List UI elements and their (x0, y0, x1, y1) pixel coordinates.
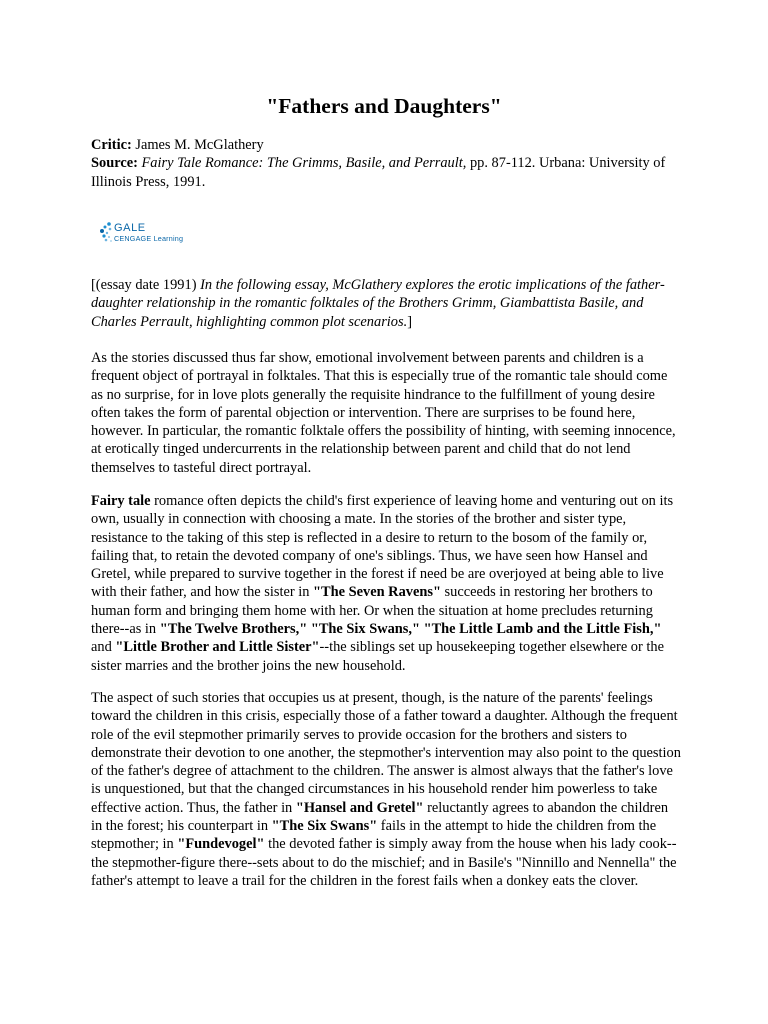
p3-title-hansel-gretel: "Hansel and Gretel" (295, 799, 424, 816)
p3-title-fundevogel: "Fundevogel" (177, 836, 265, 853)
p2-text: romance often depicts the child's first experience of leaving home and venturing out on its own, usually in connection with choosing a mate. In the stories of the brother and sister type, resistance to the taking of this step is reflected in a desire to return to the bosom of the family or, failing that, to retain the devoted company of one's siblings. Thus, we have seen how Hansel and Gretel, while prepared to survive together in the forest if need be are overjoyed at being able to live with their father, and how the sister in (91, 493, 674, 601)
p2-text: succeeds in restoring her brothers to human form and bringing them home with her. Or when the situation at home precludes returning there--as in (91, 584, 653, 638)
logo-cengage-word: CENGAGE (114, 234, 152, 243)
paragraph-3 (91, 689, 681, 890)
source-details: pp. 87-112. Urbana: University of Illinois Press, 1991. (91, 155, 666, 190)
logo-learning-word: Learning (153, 234, 184, 243)
logo-gale-text: GALE (114, 222, 146, 234)
p2-title-six-swans: "The Six Swans," (310, 621, 420, 638)
p2-bold-start: Fairy tale (91, 493, 151, 509)
gale-cengage-logo (98, 218, 228, 250)
intro-summary: In the following essay, McGlathery explores the erotic implications of the father-daughter relationship in the romantic folktales of the Brothers Grimm, Giambattista Basile, and Charles Perrault, highlighting common plot scenarios. (91, 277, 665, 330)
page-title: "Fathers and Daughters" (266, 94, 502, 118)
p3-text: The aspect of such stories that occupies us at present, though, is the nature of the parents' feelings toward the children in this crisis, especially those of a father toward a daughter. Although the frequent role of the evil stepmother primarily serves to provide occasion for the brothers and sisters to demonstrate their devotion to one another, the stepmother's intervention may also point to the question of the father's degree of attachment to the children. The answer is almost always that the father's love is unquestioned, but that the changed circumstances in his household render him powerless to take effective action. Thus, the father in (91, 690, 681, 816)
gale-dots-icon (98, 220, 114, 248)
essay-intro (91, 276, 681, 331)
paragraph-1: As the stories discussed thus far show, emotional involvement between parents and children is a frequent object of portrayal in folktales. That this is especially true of the romantic tale should come as no surprise, for in love plots generally the requisite hindrance to the fulfillment of young desire often takes the form of parental objection or intervention. There are surprises to be found here, however. In particular, the romantic folktale offers the possibility of hinting, with seeming innocence, at erotically tinged undercurrents in the relationship between parent and child that do not lend themselves to tasteful direct portrayal. (91, 350, 676, 476)
critic-value: James M. McGlathery (135, 137, 264, 153)
citation-block (91, 136, 681, 191)
p3-title-six-swans: "The Six Swans" (271, 818, 378, 835)
p2-title-little-brother: "Little Brother and Little Sister" (115, 639, 320, 656)
p3-text: the devoted father is simply away from the house when his lady cook--the stepmother-figure there--sets about to do the mischief; and in Basile's "Ninnillo and Nennella" the father's attempt to leave a trail for the children in the forest fails when a donkey eats the clover. (91, 836, 677, 889)
p2-title-little-lamb: "The Little Lamb and the Little Fish," (423, 621, 662, 638)
paragraph-2 (91, 492, 681, 675)
logo-cengage-text (114, 234, 183, 243)
intro-prefix: [(essay date 1991) (91, 277, 201, 293)
critic-line (91, 136, 681, 154)
p2-text: and (91, 639, 116, 656)
source-title: Fairy Tale Romance: The Grimms, Basile, and Perrault, (141, 155, 467, 172)
p3-text: reluctantly agrees to abandon the children in the forest; his counterpart in (91, 799, 669, 835)
p3-text: fails in the attempt to hide the children from the stepmother; in (91, 818, 657, 853)
intro-suffix: ] (407, 313, 412, 330)
source-label: Source: (91, 155, 138, 172)
critic-label: Critic: (91, 137, 132, 153)
p2-title-twelve-brothers: "The Twelve Brothers," (159, 621, 308, 638)
source-line (91, 154, 681, 191)
p2-title-seven-ravens: "The Seven Ravens" (313, 584, 441, 601)
p2-text: --the siblings set up housekeeping together elsewhere or the sister marries and the brother joins the new household. (91, 639, 664, 674)
